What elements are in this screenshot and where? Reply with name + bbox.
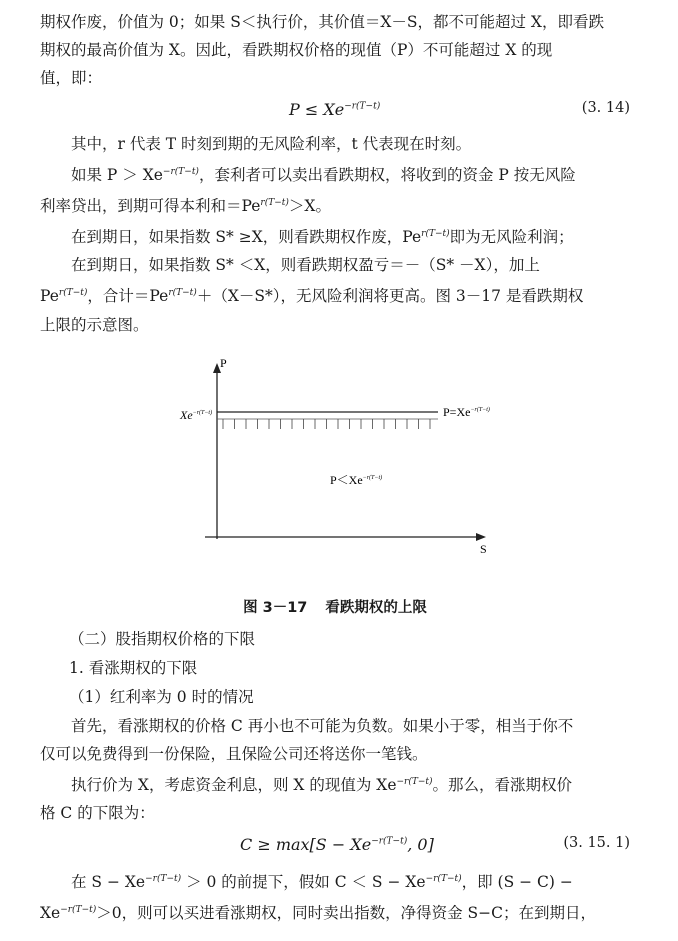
formula-expression: $C \ge \max[S - Xe^{-r(T-t)}$, 0] xyxy=(240,834,434,854)
paragraph-line: 格 C 的下限为： xyxy=(40,803,155,822)
figure-caption: 图 3－17 看跌期权的上限 xyxy=(243,599,427,616)
paragraph-line: 上限的示意图。 xyxy=(40,315,149,334)
paragraph: 其中，r 代表 T 时刻到期的无风险利率，t 代表现在时刻。 xyxy=(71,135,472,153)
formula-number: (3. 14) xyxy=(581,100,630,116)
subsubsection-heading: （1）红利率为 0 时的情况 xyxy=(69,687,254,706)
paragraph: 在到期日，如果指数 S* ≥X，则看跌期权作废，$Pe^{r(T-t)}$即为无风险利润； xyxy=(71,228,574,247)
paragraph-line: 如果 $P > Xe^{-r(T-t)}$，套利者可以卖出看跌期权，将收到的资金 P 按无风险 xyxy=(71,166,576,185)
paragraph-line: 在到期日，如果指数 S* ＜X，则看跌期权盈亏＝－（S* －X），加上 xyxy=(71,256,540,275)
formula-expression: $P \le Xe^{-r(T-t)}$ xyxy=(289,100,381,119)
section-heading: （二）股指期权价格的下限 xyxy=(69,629,256,648)
paragraph-line: 仅可以免费得到一份保险，且保险公司还将送你一笔钱。 xyxy=(40,744,428,763)
x-axis-arrow xyxy=(476,533,486,541)
formula-3-14 xyxy=(40,92,630,130)
subsection-heading: 1. 看涨期权的下限 xyxy=(69,658,198,677)
put-upper-bound-diagram xyxy=(40,359,630,594)
paragraph-line: 利率贷出，到期可得本利和$=Pe^{r(T-t)}>X$。 xyxy=(40,197,331,216)
x-axis-label: S xyxy=(480,541,487,556)
paragraph-line: 首先，看涨期权的价格 C 再小也不可能为负数。如果小于零，相当于你不 xyxy=(71,716,574,735)
formula-3-15-1 xyxy=(40,827,630,865)
document-page xyxy=(40,8,630,927)
paragraph-line: $Pe^{r(T-t)}$，合计$=Pe^{r(T-t)}+(X-S*)$，无风险利润将更高。图 3－17 是看跌期权 xyxy=(40,287,584,306)
hatch-marks xyxy=(223,419,430,429)
paragraph-line: 执行价为 X，考虑资金利息，则 X 的现值为 $Xe^{-r(T-t)}$。那么，看涨期权价 xyxy=(71,775,573,794)
paragraph-line: 在 $S - Xe^{-r(T-t)} > 0$ 的前提下，假如 $C < S - Xe^{-r(T-t)}$，即 (S − C) − xyxy=(71,872,573,891)
y-axis-label: P xyxy=(220,358,227,370)
region-label: $P<Xe^{-r(T-t)}$ xyxy=(330,472,383,487)
paragraph-line: 期权作废，价值为 0；如果 S＜执行价，其价值＝X－S，都不可能超过 X，即看跌 xyxy=(40,13,604,31)
line-label: $P=Xe^{-r(T-t)}$ xyxy=(443,404,490,419)
figure-3-17 xyxy=(40,359,630,594)
formula-number: (3. 15. 1) xyxy=(563,834,630,851)
paragraph-line: 期权的最高价值为 X。因此，看跌期权价格的现值（P）不可能超过 X 的现 xyxy=(40,41,553,59)
paragraph-line: 值，即： xyxy=(40,69,103,87)
left-bound-label: $Xe^{-r(T-t)}$ xyxy=(180,407,213,422)
paragraph-line: $Xe^{-r(T-t)}>0$，则可以买进看涨期权，同时卖出指数，净得资金 S−C；在到期日， xyxy=(40,904,597,923)
